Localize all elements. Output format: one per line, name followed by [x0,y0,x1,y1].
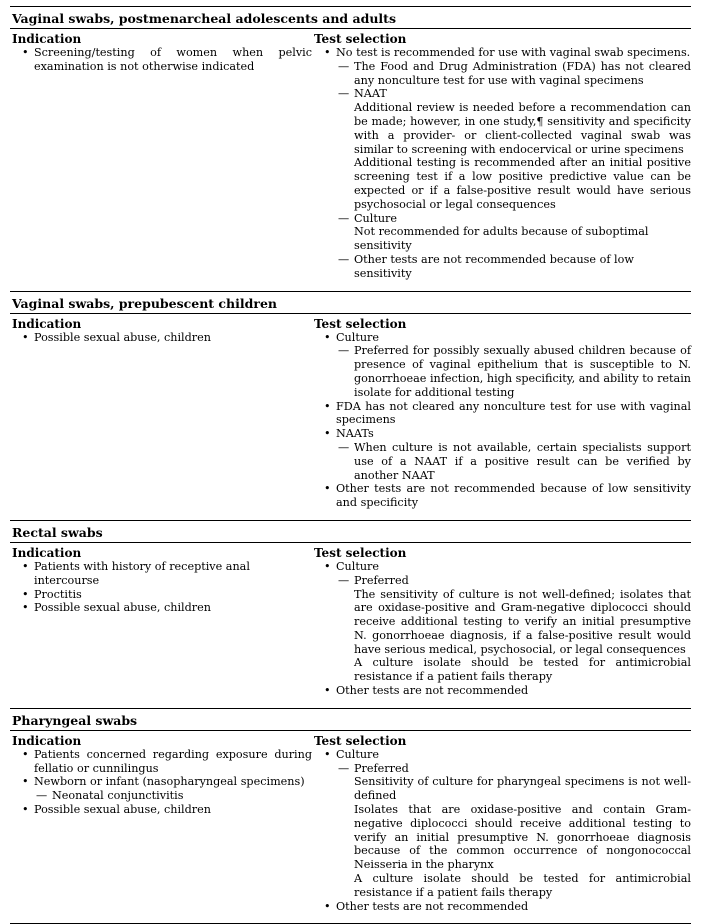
sub-item: — Preferred for possibly sexually abused children because of presence of vaginal epithelium that is susceptible to N. gonorrhoeae infection, high specificity, and ability to retain isolate for additional testing [312,344,691,399]
section-rectal [10,520,691,708]
sub-item: — Culture [312,212,691,226]
bullet-item: • Possible sexual abuse, children [10,803,312,817]
bullet-item: • Other tests are not recommended [312,900,691,914]
test-selection-header: Test selection [314,733,407,748]
test-selection-column [312,734,691,914]
bullet-item: • Culture [312,748,691,762]
test-selection-header: Test selection [314,316,407,331]
sub-item-text: Not recommended for adults because of suboptimal sensitivity [354,225,649,253]
sub-item: — Preferred [312,762,691,776]
sub-item: — When culture is not available, certain specialists support use of a NAAT if a positive result can be verified by another NAAT [312,441,691,482]
test-selection-header: Test selection [314,32,407,46]
bullet-item: • Patients concerned regarding exposure during fellatio or cunnilingus [10,748,312,776]
sub-item-text: The sensitivity of culture is not well-defined; isolates that are oxidase-positive and Gram-negative diplococci should receive additional testing to verify an initial presumptive N. gonorrhoeae diagnosis, if a false-positive result would have serious medical, psychosocial, or legal consequences [354,587,691,656]
sub-item: — The Food and Drug Administration (FDA) has not cleared any nonculture test for use with vaginal specimens [312,60,691,88]
section-title: Pharyngeal swabs [12,712,138,728]
bullet-item: • No test is recommended for use with vaginal swab specimens. [312,46,691,60]
test-selection-list [312,748,691,914]
sub-item: — Other tests are not recommended because of low sensitivity [312,253,691,281]
bullet-item: • Patients with history of receptive anal intercourse [10,560,312,588]
bullet-item: • Culture [312,560,691,574]
indication-header: Indication [12,545,82,560]
indication-column [10,32,312,281]
sub-item-text: Isolates that are oxidase-positive and contain Gram-negative diplococci should receive additional testing to verify an initial presumptive N. gonorrhoeae diagnosis because of the common occurrence of nongonococcal Neisseria in the pharynx [354,803,691,872]
bullet-item: • Culture [312,331,691,345]
sub-item: — NAAT [312,87,691,101]
sub-item: — Neonatal conjunctivitis [10,789,312,803]
bullet-item: • Other tests are not recommended [312,684,691,698]
indication-header: Indication [12,733,82,748]
bullet-item: • NAATs [312,427,691,441]
indication-list [10,560,312,615]
sub-item-text: A culture isolate should be tested for antimicrobial resistance if a patient fails therapy [354,872,691,899]
bullet-item: • Proctitis [10,588,312,602]
test-selection-column [312,317,691,510]
indication-header: Indication [12,32,82,46]
indication-column [10,546,312,698]
test-selection-list [312,331,691,510]
sub-item-text: Additional testing is recommended after an initial positive screening test if a low positive predictive value can be expected or if a false-positive result would have serious psychosocial or legal consequences [354,156,691,211]
test-selection-list [312,560,691,698]
sub-item-text: Additional review is needed before a recommendation can be made; however, in one study,¶ sensitivity and specificity with a provider- or client-collected vaginal swab was similar to screening with endocervical or urine specimens [354,101,691,156]
test-selection-column [312,546,691,698]
section-title: Vaginal swabs, postmenarcheal adolescents and adults [12,11,396,26]
indication-list [10,46,312,74]
indication-header: Indication [12,316,82,331]
document-table [10,6,691,924]
indication-column [10,734,312,914]
section-pharyngeal [10,708,691,924]
bullet-item: • Newborn or infant (nasopharyngeal specimens) [10,775,312,789]
sub-item-text: Sensitivity of culture for pharyngeal specimens is not well-defined [354,775,691,803]
bullet-item: • Screening/testing of women when pelvic examination is not otherwise indicated [10,46,312,74]
bullet-item: • Possible sexual abuse, children [10,601,312,615]
sub-item-text: A culture isolate should be tested for antimicrobial resistance if a patient fails therapy [354,656,691,684]
indication-column [10,317,312,510]
test-selection-header: Test selection [314,545,407,560]
test-selection-list [312,46,691,281]
section-title: Vaginal swabs, prepubescent children [12,295,277,311]
bullet-item: • Possible sexual abuse, children [10,331,312,345]
sub-item: — Preferred [312,574,691,588]
section-vaginal-adult [10,6,691,291]
test-selection-column [312,32,691,281]
section-title: Rectal swabs [12,524,103,540]
indication-list [10,748,312,817]
indication-list [10,331,312,345]
bullet-item: • Other tests are not recommended because of low sensitivity and specificity [312,482,691,510]
section-vaginal-children [10,291,691,520]
bullet-item: • FDA has not cleared any nonculture test for use with vaginal specimens [312,400,691,428]
